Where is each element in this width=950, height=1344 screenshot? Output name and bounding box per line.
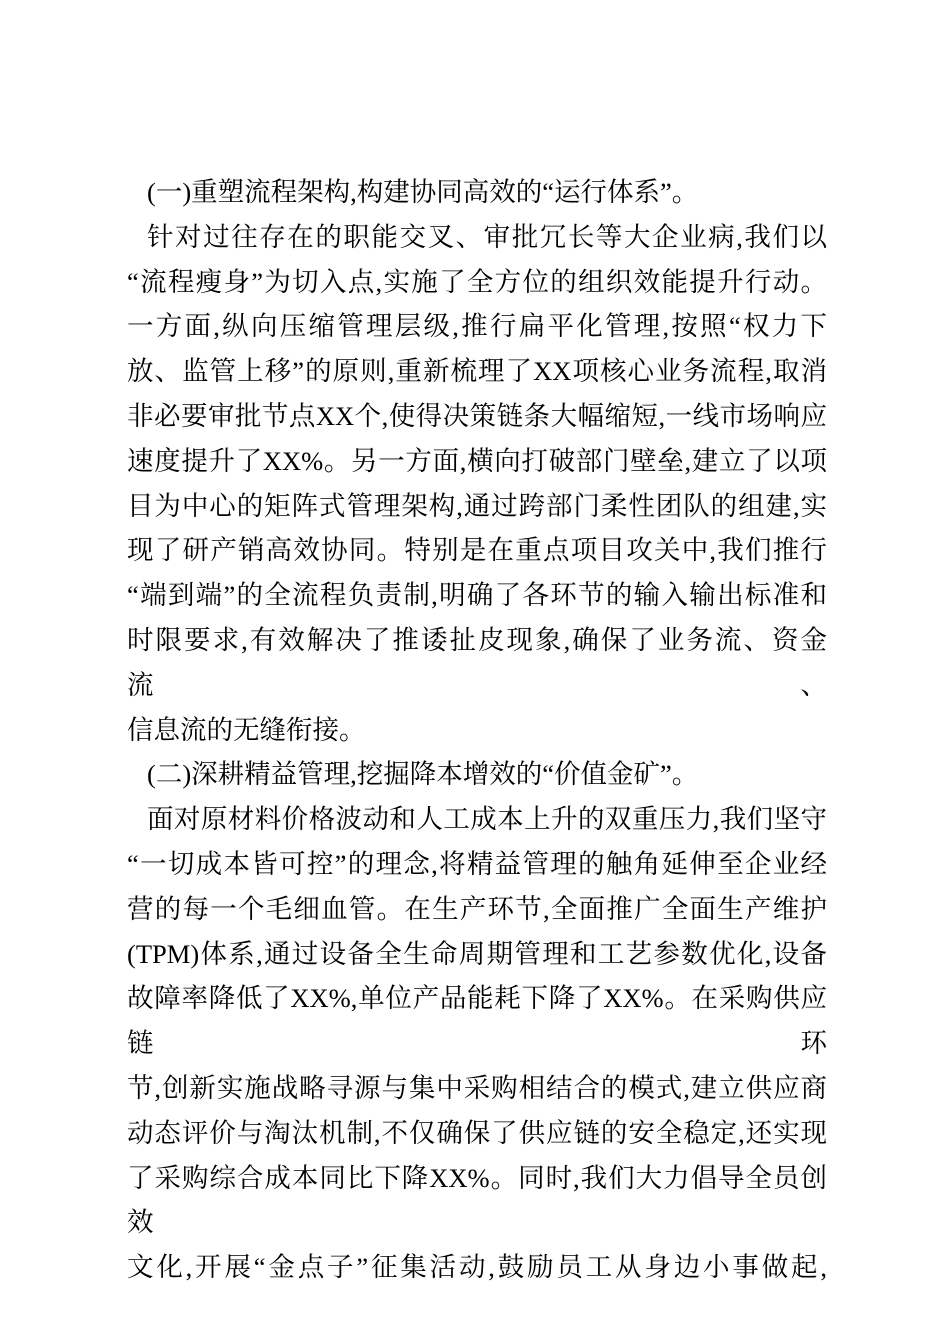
text-line: “一切成本皆可控”的理念,将精益管理的触角延伸至企业经 bbox=[127, 848, 827, 879]
text-line: 了采购综合成本同比下降XX%。同时,我们大力倡导全员创效 bbox=[127, 1162, 827, 1238]
text-line: 面对原材料价格波动和人工成本上升的双重压力,我们坚守 bbox=[147, 804, 827, 835]
section-heading: (二)深耕精益管理,挖掘降本增效的“价值金矿”。 bbox=[147, 759, 699, 790]
text-line: 目为中心的矩阵式管理架构,通过跨部门柔性团队的组建,实 bbox=[127, 490, 827, 521]
document-text bbox=[127, 170, 827, 1290]
text-line: 动态评价与淘汰机制,不仅确保了供应链的安全稳定,还实现 bbox=[127, 1117, 827, 1148]
text-line: 现了研产销高效协同。特别是在重点项目攻关中,我们推行 bbox=[127, 535, 827, 566]
section-heading: (一)重塑流程架构,构建协同高效的“运行体系”。 bbox=[147, 177, 699, 207]
text-line: 时限要求,有效解决了推诿扯皮现象,确保了业务流、资金流、 bbox=[127, 624, 827, 700]
text-line: (TPM)体系,通过设备全生命周期管理和工艺参数优化,设备 bbox=[127, 938, 827, 969]
text-line: “流程瘦身”为切入点,实施了全方位的组织效能提升行动。 bbox=[127, 266, 827, 297]
text-line: 信息流的无缝衔接。 bbox=[127, 714, 366, 745]
text-line: 一方面,纵向压缩管理层级,推行扁平化管理,按照“权力下 bbox=[127, 311, 827, 342]
text-line: 节,创新实施战略寻源与集中采购相结合的模式,建立供应商 bbox=[127, 1072, 827, 1103]
text-line: 故障率降低了XX%,单位产品能耗下降了XX%。在采购供应链环 bbox=[127, 983, 827, 1059]
text-line: 非必要审批节点XX个,使得决策链条大幅缩短,一线市场响应 bbox=[127, 400, 827, 431]
text-line: 文化,开展“金点子”征集活动,鼓励员工从身边小事做起, bbox=[127, 1252, 827, 1283]
text-line: 放、监管上移”的原则,重新梳理了XX项核心业务流程,取消 bbox=[127, 356, 827, 387]
text-line: 营的每一个毛细血管。在生产环节,全面推广全面生产维护 bbox=[127, 893, 827, 924]
text-line: “端到端”的全流程负责制,明确了各环节的输入输出标准和 bbox=[127, 580, 827, 611]
text-line: 针对过往存在的职能交叉、审批冗长等大企业病,我们以 bbox=[147, 221, 827, 252]
text-line: 速度提升了XX%。另一方面,横向打破部门壁垒,建立了以项 bbox=[127, 445, 827, 476]
